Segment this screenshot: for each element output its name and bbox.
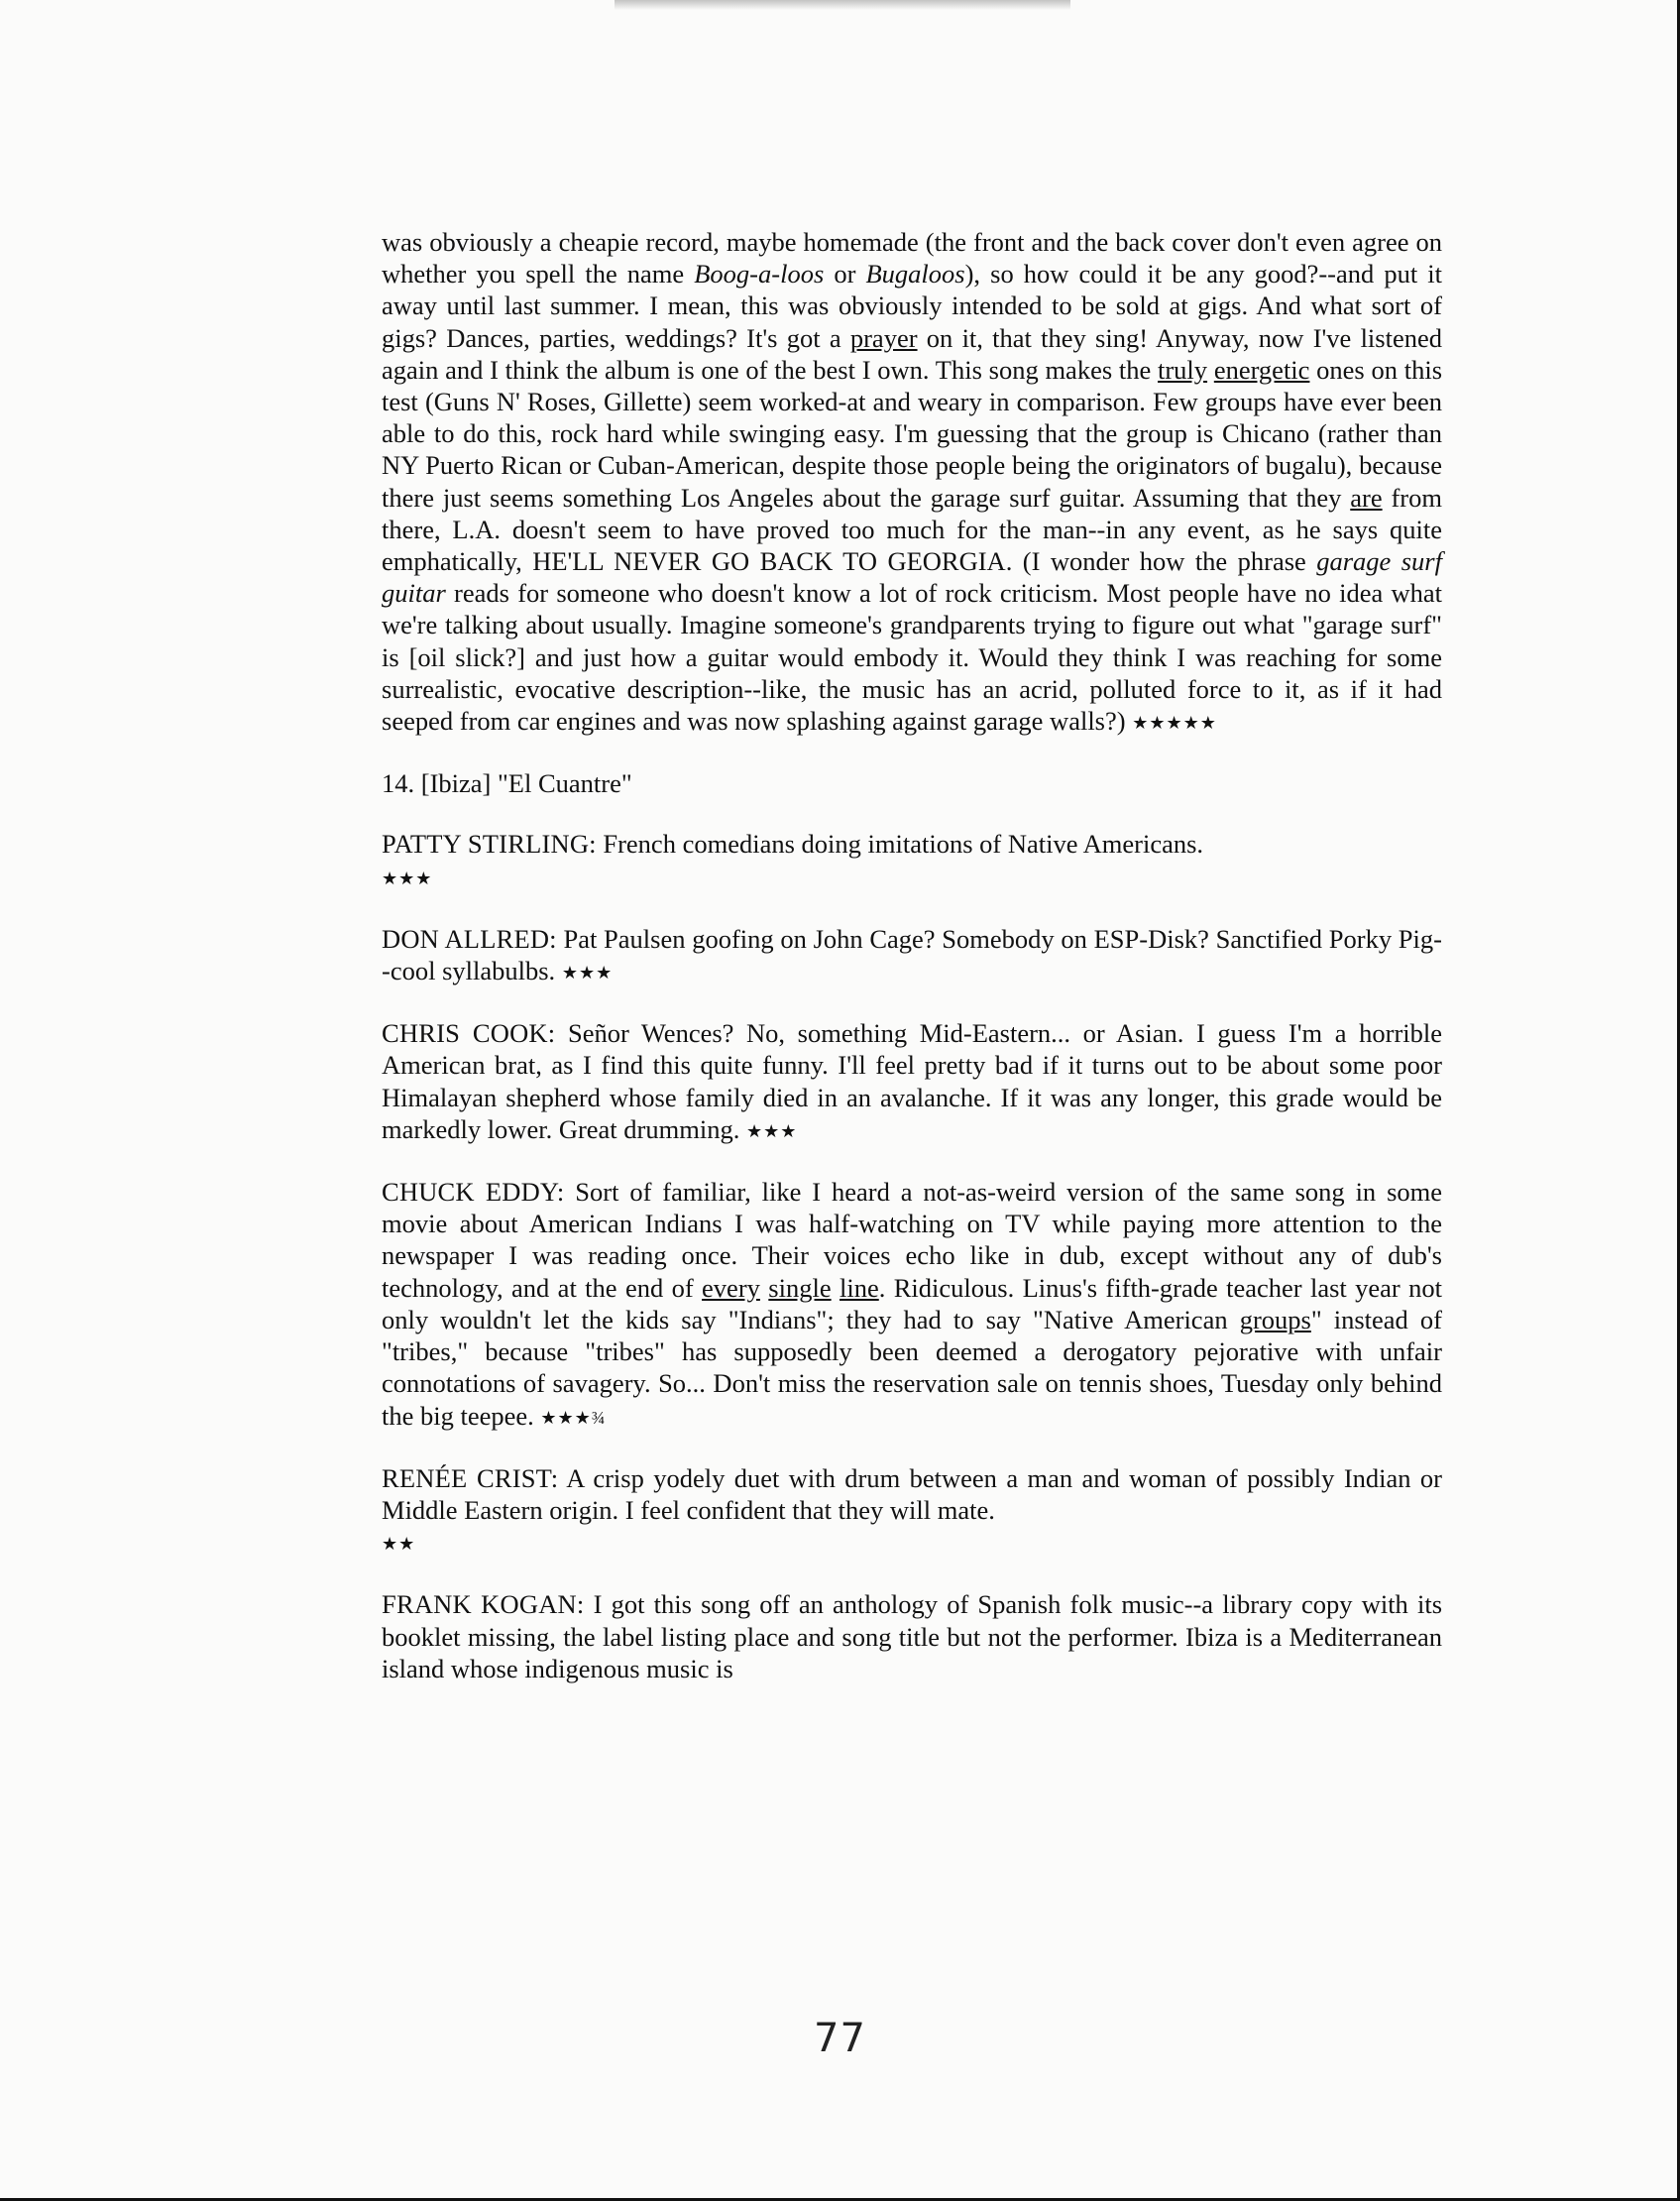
review-text: Pat Paulsen goofing on John Cage? Somebody on ESP-Disk? Sanctified Porky Pig--cool syllabulbs. (382, 923, 1442, 986)
page-body (382, 226, 1442, 1713)
review-text: A crisp yodely duet with drum between a man and woman of possibly Indian or Middle Eastern origin. I feel confident that they will mate. (382, 1462, 1442, 1525)
star-rating: ★★★¾ (540, 1407, 607, 1428)
review-text: I got this song off an anthology of Spanish folk music--a library copy with its booklet missing, the label listing place and song title but not the performer. Ibiza is a Mediterranean island whose indigenous music is (382, 1589, 1443, 1683)
reviewer-name: DON ALLRED: (382, 923, 557, 954)
reviewer-name: FRANK KOGAN: (382, 1589, 585, 1620)
page-number: 77 (814, 2016, 866, 2061)
reviewer-name: RENÉE CRIST: (382, 1462, 559, 1493)
track-heading: 14. [Ibiza] "El Cuantre" (382, 768, 632, 799)
star-rating: ★★★★★ (1132, 713, 1217, 734)
continuation-paragraph: was obviously a cheapie record, maybe homemade (the front and the back cover don't even agree on whether you spell the name Boog-a-loos or Bugaloos), so how could it be any good?--and put it away until last summer. I mean, this was obviously intended to be sold at gigs. And what sort of gigs? Dances, parties, weddings? It's got a prayer on it, that they sing! Anyway, now I've listened again and I think the album is one of the best I own. This song makes the truly energetic ones on this test (Guns N' Roses, Gillette) seem worked-at and weary in comparison. Few groups have ever been able to do this, rock hard while swinging easy. I'm guessing that the group is Chicano (rather than NY Puerto Rican or Cuban-American, despite those people being the originators of bugalu), because there just seems something Los Angeles about the garage surf guitar. Assuming that they are from there, L.A. doesn't seem to have proved too much for the man--in any event, as he says quite emphatically, HE'LL NEVER GO BACK TO GEORGIA. (I wonder how the phrase garage surf guitar reads for someone who doesn't know a lot of rock criticism. Most people have no idea what we're talking about usually. Imagine someone's grandparents trying to figure out what "garage surf" is [oil slick?] and just how a guitar would embody it. Would they think I was reaching for some surrealistic, evocative description--like, the music has an acrid, polluted force to it, as if it had seeped from car engines and was now splashing against garage walls?) ★★★★★ (382, 227, 1443, 737)
scan-artifact (615, 0, 1070, 10)
review-don-allred (382, 923, 1442, 988)
review-patty-stirling (382, 828, 1442, 893)
star-rating: ★★★ (561, 963, 614, 984)
reviewer-name: PATTY STIRLING: (382, 829, 597, 860)
star-rating: ★★★ (745, 1120, 798, 1141)
review-renee-crist (382, 1462, 1442, 1561)
review-frank-kogan (382, 1588, 1442, 1684)
review-chuck-eddy: CHUCK EDDY: Sort of familiar, like I heard a not-as-weird version of the same song in some movie about American Indians I was half-watching on TV while paying more attention to the newspaper I was reading once. Their voices echo like in dub, except without any of dub's technology, and at the end of every single line. Ridiculous. Linus's fifth-grade teacher last year not only wouldn't let the kids say "Indians"; they had to say "Native American groups" instead of "tribes," because "tribes" has supposedly been deemed a derogatory pejorative with unfair connotations of savagery. So... Don't miss the reservation sale on tennis shoes, Tuesday only behind the big teepee. ★★★¾ (382, 1177, 1443, 1431)
review-text: Señor Wences? No, something Mid-Eastern... or Asian. I guess I'm a horrible American brat, as I find this quite funny. I'll feel pretty bad if it turns out to be about some poor Himalayan shepherd whose family died in an avalanche. If it was any longer, this grade would be markedly lower. Great drumming. (382, 1018, 1443, 1144)
reviewer-name: CHRIS COOK: (382, 1018, 556, 1049)
review-text: French comedians doing imitations of Native Americans. (603, 829, 1204, 860)
star-rating: ★★ (382, 1534, 416, 1555)
review-chris-cook (382, 1017, 1442, 1147)
star-rating: ★★★ (382, 868, 433, 888)
reviewer-name: CHUCK EDDY: (382, 1177, 565, 1208)
